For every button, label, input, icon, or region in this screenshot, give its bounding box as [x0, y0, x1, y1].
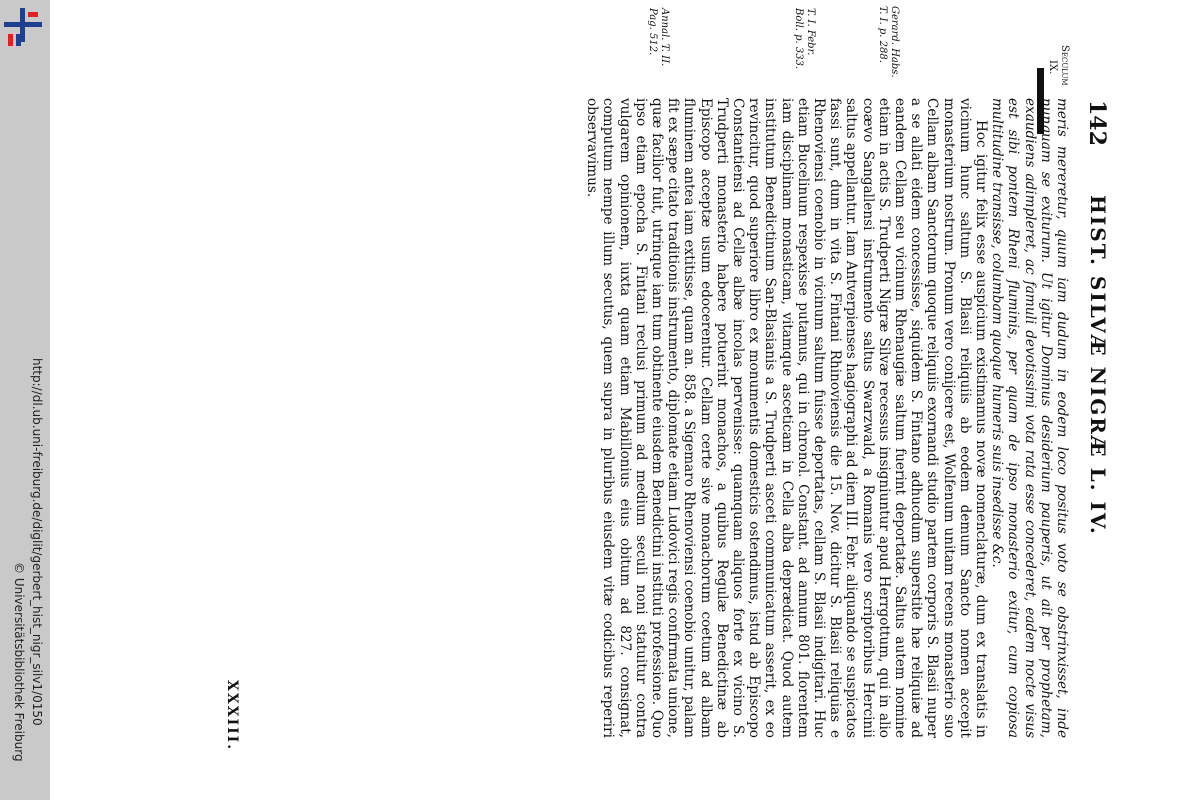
- margin-note-annal: Annal. T. II. Pag. 512.: [647, 8, 670, 67]
- paragraph-main: Hoc igitur felix esse auspicium existimamus novæ nomenclaturæ, dum ex translatis in vicinum hunc saltum S. Blasii reliquiis ab eodem demum Sancto nomen accepit monasterium nostrum. Pronum vero conijcere est, Wolfenum unitam recens monasterio suo Cellam albam Sanctorum quoque reliquiis exornandi studio partem corporis S. Blasii nuper a se allati eidem concessisse, siquidem S. Fintano adhucdum superstite hæ reliquiæ ad eandem Cellam seu vicinum Rhenaugiæ saltum fuerint deportatæ. Saltus autem nomine etiam in actis S. Trudperti Nigræ Silvæ recessus insigniuntur apud Herrgottum, qui in alio coævo Sangallensi instrumento saltus Swarzwald, a Romanis vero scriptoribus Hercinii saltus appellantur. Iam Antverpienses hagiographi ad diem III. Febr. aliquando se suspicatos fassi sunt, dum in vita S. Fintani Rhinoviensis die 15. Nov. dicitur S. Blasii reliquias e Rhenoviensi coenobio in vicinum saltum fuisse deportatas, cellam S. Blasii indigitari. Huc etiam Bucelinum respexisse putamus, qui in chronol. Constant. ad annum 801. florentem iam disciplinam monasticam, vitamque asceticam in Cella alba deprædicat. Quod autem institutum Benedictinum San-Blasianis a S. Trudperti asceti communicatum asserit, ex eo revincitur, quod superiore libro ex monumentis domesticis ostendimus, istud ab Episcopo Constantiensi ad Cellæ albæ incolas pervenisse: quamquam aliquos forte ex vicino S. Trudperti monasterio habere potuerint monachos, a quibus Regulæ Benedictinæ ab Episcopo acceptæ usum edocerentur. Cellam certe sive monachorum coetum ad albam fluminem antea iam extitisse, quam an. 858. a Sigemaro Rhenoviensi coenobio unitur, palam fit ex sæpe citato traditionis instrumento, diplomate etiam Ludovici regis confirmata unione, quæ facilior fuit, utrinque iam tum obtinente eiusdem Benedictini instituti professione. Quo ipso etiam epocha S. Fintani reclusi primum ad medium seculi noni statuitur contra vulgarem opinionem, iuxta quam etiam Mabillonius eius obitum ad 827. consignat, computum nempe illum secutus, quem supra in pluribus eiusdem vitæ codicibus reperiri observavimus.: [584, 98, 989, 738]
- margin-note-gerard: Gerard. Habs. T. I. p. 288.: [877, 6, 900, 78]
- source-url-link[interactable]: http://dl.ub.uni-freiburg.de/diglit/gerbert_hist_nigr_silv1/0150: [30, 358, 44, 726]
- margin-note-boll: T. I. Febr. Boll. p. 333.: [793, 8, 816, 70]
- running-head: HIST. SILVÆ NIGRÆ L. IV.: [1086, 195, 1110, 536]
- margin-seculum-number: IX.: [1047, 60, 1058, 75]
- catchword: XXXIII.: [224, 680, 240, 752]
- page-number: 142: [1084, 100, 1110, 146]
- body-text: [584, 98, 1070, 738]
- page-viewport[interactable]: [50, 0, 1190, 800]
- copyright-text: © Universitätsbibliothek Freiburg: [12, 562, 26, 762]
- margin-seculum-label: Seculum: [1059, 45, 1070, 86]
- paragraph-continuation: meris mereretur, quum iam dudum in eodem loco positus voto se obstrinxisset, inde nunquam se exiturum. Ut igitur Dominus desiderium pauperis, ut ait per prophetam, exaudiens adimpleret, ac famuli devotissimi vota rata esse concederet, eadem nocte visus est sibi pontem Rheni fluminis, per quam de ipso monasterio exitur, cum copiosa multitudine transisse, columbam quoque humeris suis insedisse &c.: [989, 98, 1070, 738]
